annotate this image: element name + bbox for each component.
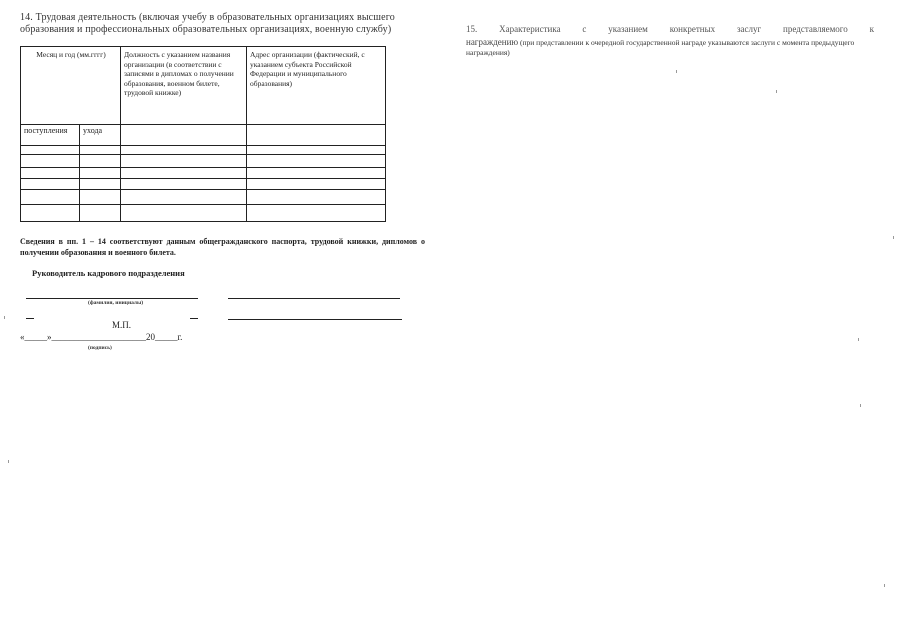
- section-15-heading: 15. Характеристика с указанием конкретных заслуг представляемого к: [466, 24, 874, 34]
- stamp-placeholder: М.П.: [112, 320, 132, 330]
- table-row-line: [21, 178, 385, 179]
- scan-speck: [893, 236, 894, 239]
- scan-speck: [884, 584, 885, 587]
- table-divider: [120, 47, 121, 221]
- header-month-year: Месяц и год (мм.гггг): [36, 50, 106, 59]
- data-confirmation-statement: Сведения в пп. 1 – 14 соответствуют данным общегражданского паспорта, трудовой книжки, дипломов о получении образования и военного билета.: [20, 237, 425, 257]
- scan-speck: [8, 460, 9, 463]
- line-fragment: [190, 318, 198, 319]
- subheader-end: ухода: [83, 126, 103, 135]
- header-address: Адрес организации (фактический, с указанием субъекта Российской Федерации и муниципального образования): [250, 50, 365, 88]
- subheader-start: поступления: [24, 126, 68, 135]
- section-15-sub-word: награждению: [466, 37, 519, 47]
- scan-speck: [858, 338, 859, 341]
- scan-speck: [4, 316, 5, 319]
- table-divider: [79, 125, 80, 221]
- line-fragment: [26, 318, 34, 319]
- table-row-line: [21, 154, 385, 155]
- scan-speck: [776, 90, 777, 93]
- name-caption: (фамилия, инициалы): [88, 300, 144, 306]
- table-row-line: [21, 124, 385, 125]
- table-row-line: [21, 189, 385, 190]
- section-14-heading: 14. Трудовая деятельность (включая учебу в образовательных организациях высшего образования и профессиональных образовательных организациях, военную службу): [20, 12, 395, 35]
- signature-caption: (подпись): [88, 345, 112, 351]
- table-row-line: [21, 145, 385, 146]
- hr-head-label: Руководитель кадрового подразделения: [32, 268, 185, 278]
- section-15-subtext: [466, 37, 874, 58]
- table-row-line: [21, 167, 385, 168]
- date-line: «_____»_____________________20_____г.: [20, 332, 183, 342]
- signature-line-right: [228, 298, 400, 299]
- header-position: Должность с указанием названия организации (в соответствии с записями в дипломах о получении образования, военном билете, трудовой книжке): [124, 50, 234, 98]
- signature-line-right-lower: [228, 319, 402, 320]
- section-15-sub-rest: (при представлении к очередной государственной награде указываются заслуги с момента предыдущего награждения): [466, 38, 855, 57]
- table-row-line: [21, 204, 385, 205]
- name-line: [26, 298, 198, 299]
- table-divider: [246, 47, 247, 221]
- scan-speck: [860, 404, 861, 407]
- scan-speck: [676, 70, 677, 73]
- work-history-table: [20, 46, 386, 222]
